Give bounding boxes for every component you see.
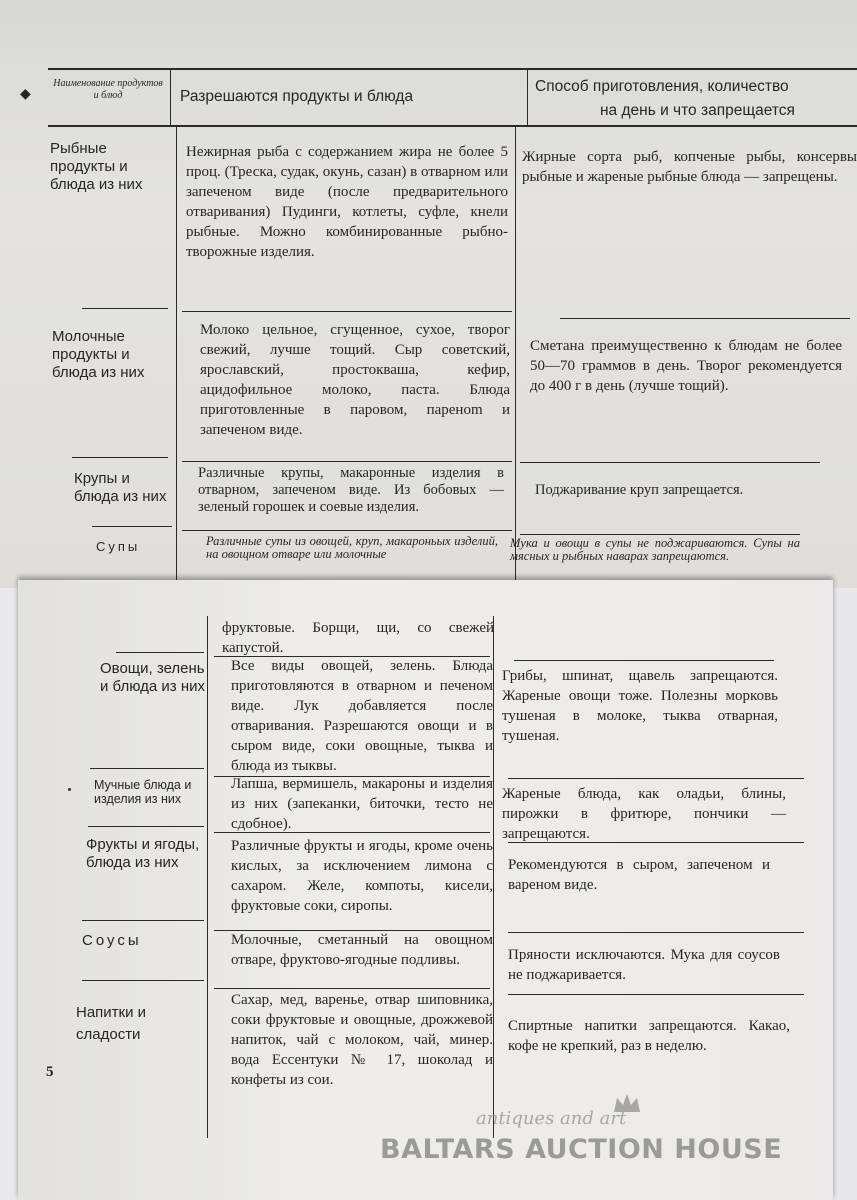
row-method-sauces: Пряности исключаются. Мука для соусов не поджаривается. <box>508 947 780 983</box>
row-divider-1a <box>82 308 168 309</box>
row-name-fish: Рыбные продукты и блюда из них <box>50 140 143 193</box>
row-allowed-sauces: Молочные, сметанный на овощном отваре, фруктово-ягодные подливы. <box>231 932 493 968</box>
header-col-products: Наименование продуктов и блюд <box>53 78 163 101</box>
row-divider-3b <box>182 530 512 531</box>
row-name-dairy: Молочные продукты и блюда из них <box>52 328 145 381</box>
row-divider-7a <box>82 980 204 981</box>
row-divider-veg-c0 <box>514 660 774 661</box>
bullet-dot-icon <box>68 788 71 791</box>
page-number: 5 <box>46 1064 54 1080</box>
row-method-fish: Жирные сорта рыб, копченые рыбы, консервы рыбные и жареные рыбные блюда — запрещены. <box>522 149 857 185</box>
watermark-name: BALTARS AUCTION HOUSE <box>380 1134 783 1165</box>
row-divider-4c <box>508 778 804 779</box>
row-allowed-vegetables: Все виды овощей, зелень. Блюда приготовляются в отварном и печеном виде. Лук добавляется после отваривания. Разрешаются овощи и в сыром виде, соки овощные, тыква и блюда из тыквы. <box>231 658 493 774</box>
row-allowed-flour: Лапша, вермишель, макароны и изделия из них (запеканки, биточки, тесто не сдобное). <box>231 776 493 832</box>
row-divider-4a <box>90 768 204 769</box>
watermark-tagline: antiques and art <box>476 1108 627 1129</box>
column-divider-left <box>176 127 177 582</box>
row-divider-3c <box>520 534 800 535</box>
row-allowed-dairy: Молоко цельное, сгущенное, сухое, творог свежий, лучше тощий. Сыр советский, ярославский, простокваша, кефир, ацидофильное молоко, паста. Блюда приготовленные в паровом, паренom и запеченом виде. <box>200 322 510 438</box>
row-name-grains: Крупы и блюда из них <box>74 470 167 505</box>
row-divider-6a <box>82 920 204 921</box>
header-col-allowed: Разрешаются продукты и блюда <box>180 88 414 105</box>
row-allowed-drinks: Сахар, мед, варенье, отвар шиповника, соки фруктовые и овощные, дрожжевой напиток, чай с молоком, чай, минер. вода Ессентуки № 17, шоколад и конфеты из сои. <box>231 992 493 1088</box>
row-divider-7c <box>508 994 804 995</box>
row-allowed-fruits: Различные фрукты и ягоды, кроме очень кислых, за исключением лимона с сахаром. Желе, компоты, кисели, фруктовые соки, сиропы. <box>231 838 493 914</box>
row-method-grains: Поджаривание круп запрещается. <box>535 482 744 498</box>
row-name-soups: Супы <box>96 539 141 554</box>
column-divider-right <box>515 127 516 582</box>
row-method-fruits: Рекомендуются в сыром, запеченом и вареном виде. <box>508 857 770 893</box>
row-divider-5c <box>508 842 804 843</box>
row-divider-5a <box>88 826 204 827</box>
row-divider-6c <box>508 932 804 933</box>
margin-mark-icon: ◆ <box>20 86 31 102</box>
header-col-method-1: Способ приготовления, количество <box>535 78 789 95</box>
row-divider-0a <box>116 652 204 653</box>
row-allowed-fish: Нежирная рыба с содержанием жира не более 5 проц. (Треска, судак, окунь, сазан) в отварном или запеченом виде (после предварительного отваривания) Пудинги, котлеты, суфле, кнели рыбные. Можно комбинированные рыбно-творожные изделия. <box>186 144 508 260</box>
row-name-fruits: Фрукты и ягоды, блюда из них <box>86 836 200 871</box>
row-divider-3a <box>92 526 172 527</box>
row-divider-5b <box>214 832 490 833</box>
row-method-flour: Жареные блюда, как оладьи, блины, пирожки в фритюре, пончики — запрещаются. <box>502 786 786 842</box>
row-allowed-soups: Различные супы из овощей, круп, макароньых изделий, на овощном отваре или молочные <box>206 534 498 561</box>
header-divider-2 <box>527 68 528 126</box>
auction-watermark <box>380 1108 783 1178</box>
column-divider-right-lower <box>493 616 494 1138</box>
row-method-dairy: Сметана преимущественно к блюдам не более 50—70 граммов в день. Творог рекомендуется до 400 г в день (лучше тощий). <box>530 338 842 394</box>
background-right <box>833 588 857 1200</box>
row-allowed-grains: Различные крупы, макаронные изделия в отварном, запеченом виде. Из бобовых — зеленый горошек и соевые изделия. <box>198 465 504 515</box>
row-method-drinks: Спиртные напитки запрещаются. Какао, кофе не крепкий, раз в неделю. <box>508 1018 790 1054</box>
row-name-vegetables: Овощи, зелень и блюда из них <box>100 660 205 695</box>
row-divider-1b <box>182 311 512 312</box>
header-col-method-2: на день и что запрещается <box>600 102 795 119</box>
row-divider-2c <box>520 462 820 463</box>
row-divider-1c <box>560 318 850 319</box>
continuation-text: фруктовые. Борщи, щи, со свежей капустой. <box>222 620 494 656</box>
row-name-flour: Мучные блюда и изделия из них <box>94 778 192 806</box>
row-divider-7b <box>214 988 490 989</box>
row-method-vegetables: Грибы, шпинат, щавель запрещаются. Жареные овощи тоже. Полезны морковь тушеная в молоке, тыква отварная, тушеная. <box>502 668 778 744</box>
row-divider-2a <box>72 457 168 458</box>
row-name-drinks: Напитки и сладости <box>76 1004 147 1043</box>
row-name-sauces: Соусы <box>82 932 142 949</box>
lower-page <box>18 580 833 1200</box>
row-method-soups: Мука и овощи в супы не поджариваются. Супы на мясных и рыбных наварах запрещаются. <box>510 536 800 563</box>
upper-page <box>0 0 857 588</box>
header-divider-1 <box>170 68 171 126</box>
row-divider-2b <box>182 461 512 462</box>
